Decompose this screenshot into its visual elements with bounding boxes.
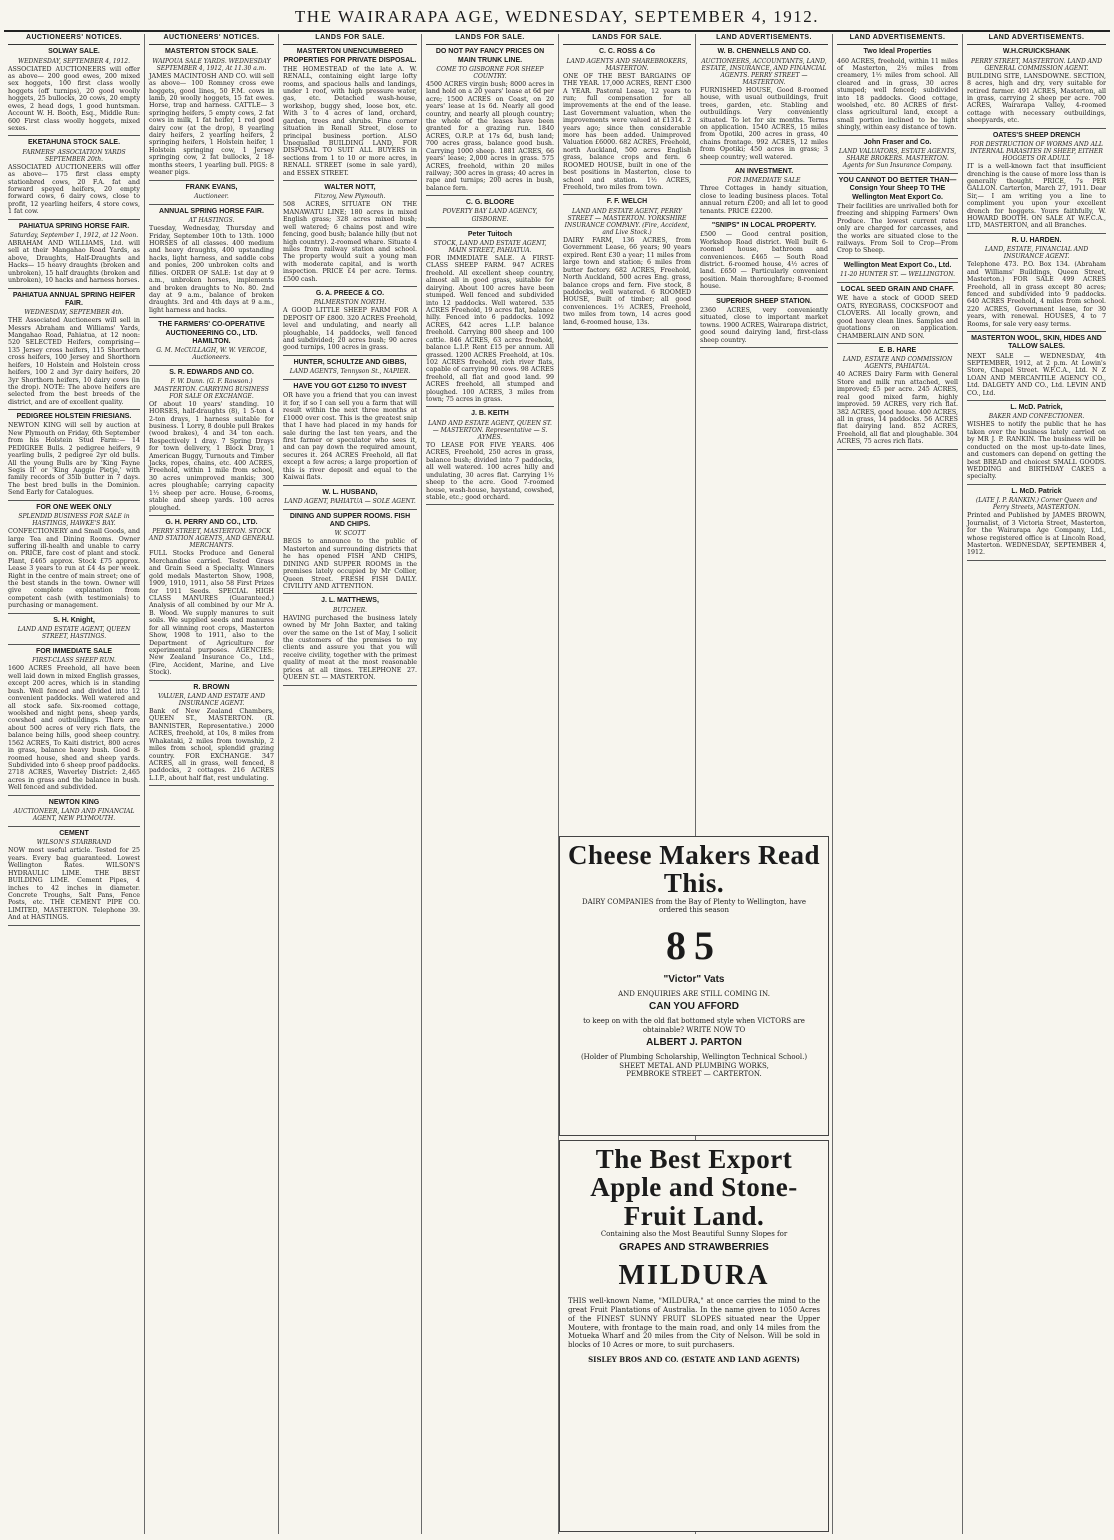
advertisement-subheading: AT HASTINGS. bbox=[188, 217, 235, 225]
advertisement-heading: W. L. HUSBAND, bbox=[322, 488, 378, 496]
advertisement-heading: E. B. HARE bbox=[878, 347, 917, 355]
column-heading: LANDS FOR SALE. bbox=[283, 34, 417, 45]
masthead-rule bbox=[4, 30, 1110, 32]
cheese-ad-name: ALBERT J. PARTON bbox=[646, 1037, 742, 1049]
advertisement bbox=[283, 513, 417, 595]
advertisement-body: WE have a stock of GOOD SEED OATS, RYEGRASS, COCKSFOOT and CLOVERS. All locally grown, and good heavy clean lines. Samples and quotations on application. CHAMBERLAIN AND SON. bbox=[837, 295, 958, 340]
advertisement bbox=[426, 231, 554, 408]
advertisement-heading: MASTERTON WOOL, SKIN, HIDES AND TALLOW SALES. bbox=[971, 335, 1102, 351]
advertisement-heading: AN INVESTMENT. bbox=[734, 168, 794, 176]
cheese-ad-line1: DAIRY COMPANIES from the Bay of Plenty to Wellington, have ordered this season bbox=[581, 897, 807, 915]
advertisement-body: Bank of New Zealand Chambers, QUEEN ST., MASTERTON. (R. BANNISTER, Representative.) 2000 ACRES, freehold, at 10s, 8 miles from Whakataki, 2 miles from township, 2 miles from school, splendid grazing country. FOR EXCHANGE. 347 ACRES, all in grass, well fenced, 8 paddocks, 2 cottages. 216 ACRES L.I.P., about half flat, rest undulating. bbox=[149, 708, 274, 782]
advertisement-subheading: PALMERSTON NORTH. bbox=[313, 299, 387, 307]
advertisement-heading: L. McD. Patrick, bbox=[1010, 404, 1063, 412]
advertisement-subheading: LAND AND ESTATE AGENT, QUEEN ST. — MASTERTON. Representative — S. AYMES. bbox=[428, 419, 552, 441]
advertisement-body: THE HOMESTEAD of the late A. W. RENALL, containing eight large lofty rooms, and spacious halls and landings, under 1 roof, with high pressure water, gas, etc. Detached wash-house, workshop, buggy shed, loose box, etc. With 3 to 4 acres of land, orchard, garden, trees and shrubs. Fine corner situation in Renall Street, close to principal business portion. ALSO Unequalled BUILDING LAND, FOR DISPOSAL TO SUIT ALL BUYERS in sections from 1 to 10 or more acres, in RENALL STREET (some in sale yard), and ESSEX STREET. bbox=[283, 65, 417, 177]
cheese-ad-line4: CAN YOU AFFORD bbox=[649, 1001, 739, 1013]
advertisement-body: BUILDING SITE, LANSDOWNE. SECTION, 8 acres, high and dry, very suitable for retired farmer. 491 ACRES, Masterton, all in grass, carrying 2 sheep per acre. 700 ACRES, Wairarapa Valley, 4-roomed cottage with necessary outbuildings, sheepyards, etc. bbox=[967, 72, 1106, 125]
column-7 bbox=[833, 34, 963, 1534]
advertisement-subheading: COME TO GISBORNE FOR SHEEP COUNTRY. bbox=[436, 65, 544, 80]
advertisement-heading: FOR ONE WEEK ONLY bbox=[36, 503, 112, 511]
advertisement-heading: ANNUAL SPRING HORSE FAIR. bbox=[159, 207, 264, 215]
advertisement bbox=[563, 48, 691, 195]
advertisement-subheading: LAND AGENTS, Tennyson St., NAPIER. bbox=[289, 368, 411, 376]
advertisement bbox=[967, 335, 1106, 401]
advertisement-heading: MASTERTON STOCK SALE. bbox=[164, 48, 259, 56]
advertisement-subheading: FIRST-CLASS SHEEP RUN. bbox=[32, 657, 116, 665]
advertisement-subheading: Auctioneer. bbox=[194, 192, 229, 200]
advertisement-heading: CEMENT bbox=[59, 830, 89, 838]
advertisement-heading: EKETAHUNA STOCK SALE. bbox=[27, 139, 121, 147]
advertisement bbox=[283, 359, 417, 380]
advertisement-body: 40 ACRES Dairy Farm with General Store and milk run attached, well improved; £5 per acre. 245 ACRES, real good mixed farm, highly improved. 59 ACRES, very rich flat. 382 ACRES, good house. 400 ACRES, all in grass, 14 paddocks. 56 ACRES flat dairying land. 852 ACRES, Freehold, all flat and ploughable. 304 ACRES, 75 acres rich flats. bbox=[837, 371, 958, 446]
advertisement-body: OR have you a friend that you can invest it for, if so I can sell you a farm that will result within the next three months at £1000 over cost. This is the greatest snip that I have had placed in my hands for sale during the last ten years, and the first farmer or speculator who sees it, and can pay down the required amount, secures it. 264 ACRES Freehold, all flat except a few acres; a large proportion of this is river deposit and equal to the Kaiwai flats. bbox=[283, 392, 417, 482]
masthead-title: THE WAIRARAPA AGE, WEDNESDAY, SEPTEMBER 4, 1912. bbox=[294, 7, 820, 26]
advertisement bbox=[967, 48, 1106, 128]
cheese-ad-line7: SHEET METAL AND PLUMBING WORKS, bbox=[619, 1061, 769, 1070]
advertisement-body: Printed and Published by JAMES BROWN, Journalist, of 3 Victoria Street, Masterton, for the Wairarapa Age Company, Ltd., whose registered office is at Lincoln Road, Masterton. WEDNESDAY, SEPTEMBER 4, 1912. bbox=[967, 512, 1106, 557]
advertisement-body: ASSOCIATED AUCTIONEERS will offer as above— 200 good ewes, 200 mixed sex hoggets, 100 first class woolly hoggets (off turnips), 20 good woolly hoggets, 25 bullocks, 20 cows, 20 empty ewes, 2 head dogs, 1 good huntsman. Account W. H. Booth, Esq., Middle Run: 600 First class woolly hoggets, mixed sexes. bbox=[8, 65, 140, 132]
advertisement-body: 1600 ACRES Freehold, all have been well laid down in mixed English grasses, except 200 acres, which is in standing bush. Well fenced and divided into 12 convenient paddocks. Well watered and all stock safe. Six-roomed cottage, woolshed and night pens, sheep yards, cowshed and outbuildings. There are about 500 acres of very rich flats, the balance being hills, good sheep country. 1562 ACRES, To Kaiti district, 800 acres in grass, balance heavy bush. Good 8-roomed house, shed and sheep yards. Subdivided into 6 sheep proof paddocks. 2718 ACRES, Waverley District: 2,465 acres in grass and the balance in bush. Well fenced and subdivided. bbox=[8, 665, 140, 792]
cheese-ad-line5: to keep on with the old flat bottomed style when VICTORS are obtainable? WRITE NOW TO bbox=[583, 1016, 805, 1034]
advertisement bbox=[8, 223, 140, 289]
column-4 bbox=[422, 34, 559, 1534]
advertisement-heading: Two Ideal Properties bbox=[863, 48, 932, 56]
advertisement-body: NEWTON KING will sell by auction at New Plymouth on Friday, 6th September from his Holstein Stud Farm:— 14 PEDIGREE Bulls. 2 pedigree heifers, 9 yearling bulls, 2 pedigree 2yr old bulls. All the young Bulls are by 'King Fayne Segis II' or 'King Aaggie Pietje,' with family records of 35lb butter in 7 days. The best bred bulls in the Dominion. Send Early for Catalogues. bbox=[8, 422, 140, 497]
advertisement bbox=[149, 48, 274, 180]
advertisement-heading: PAHIATUA SPRING HORSE FAIR. bbox=[18, 222, 130, 230]
advertisement-heading: WALTER NOTT, bbox=[324, 184, 376, 192]
advertisement bbox=[837, 286, 958, 344]
column-2 bbox=[145, 34, 279, 1534]
advertisement-body: ONE OF THE BEST BARGAINS OF THE YEAR. 17,000 ACRES, RENT £300 A YEAR. Pastoral Lease, 12 years to run; full compensation for all improvements at the end of the lease. Last Government valuation, when the improvements were valued at £1314. 2 years ago; since then considerable more has been added. Unimproved Valuation £6000. 682 ACRES, Freehold, north Auckland, 500 acres English grass, balance crops and fern. 6 ROOMED HOUSE, built in one of the best positions in Masterton, close to school and station. 1½ ACRES, Freehold, two miles from town. bbox=[563, 72, 691, 191]
advertisement bbox=[967, 404, 1106, 485]
advertisement bbox=[967, 237, 1106, 332]
advertisement bbox=[283, 489, 417, 510]
advertisement bbox=[837, 48, 958, 135]
advertisement-body: 4500 ACRES virgin bush; 8000 acres in land hold on a 20 years' lease at 6d per acre; 1500 ACRES on Coast, on 20 years' lease at 1s 6d. Nearly all good country, and nearly all plough country; the whole of the leases have been granted for a grazing run. 1840 ACRES, O.R.P. at 17s 6d, bush land; 700 acres grass, balance good bush. Carrying 1000 sheep. 1881 ACRES, 66 years' lease; 2,000 acres in grass. 575 ACRES, freehold, within 20 miles railway; 300 acres in grass; 40 acres in rape and turnips; 200 acres in bush, balance fern. bbox=[426, 80, 554, 192]
advertisement bbox=[149, 208, 274, 318]
advertisement bbox=[700, 168, 828, 219]
advertisement-subheading: WAIPOUA SALE YARDS. WEDNESDAY SEPTEMBER 4, 1912, At 11.30 a.m. bbox=[152, 57, 271, 72]
advertisement bbox=[283, 184, 417, 287]
advertisement-heading: HAVE YOU GOT £1250 TO INVEST bbox=[293, 383, 407, 391]
advertisement-heading: F. F. WELCH bbox=[606, 198, 648, 206]
column-heading: LANDS FOR SALE. bbox=[563, 34, 691, 45]
advertisement bbox=[8, 413, 140, 500]
column-3 bbox=[279, 34, 422, 1534]
cheese-ad-line2: "Victor" Vats bbox=[663, 974, 725, 986]
advertisement-body: Telephone 473. P.O. Box 134. (Abraham and Williams' Buildings, Queen Street, Masterton.) FOR SALE 499 ACRES Freehold, all in grass except 80 acres; fenced and subdivided into 9 paddocks. 640 ACRES Freehold, 4 miles from school. 220 ACRES, Government lease, for 30 years, with renewal. HOUSES, 4 to 7 Rooms, for sale very easy terms. bbox=[967, 261, 1106, 328]
cheese-ad-number: 85 bbox=[666, 923, 722, 969]
advertisement-body: 2360 ACRES, very conveniently situated, close to important market towns. 1900 ACRES, Wairarapa district, good sound dairying land, first-class sheep country. bbox=[700, 306, 828, 344]
advertisement-subheading: WEDNESDAY, SEPTEMBER 4, 1912. bbox=[17, 57, 131, 65]
advertisement-subheading: LAND, ESTATE AND COMMISSION AGENTS, PAHIATUA. bbox=[842, 356, 953, 371]
advertisement-heading: THE FARMERS' CO-OPERATIVE AUCTIONEERING CO., LTD. HAMILTON. bbox=[158, 321, 265, 345]
advertisement-subheading: LAND AGENT, PAHIATUA — SOLE AGENT. bbox=[284, 497, 416, 505]
advertisement bbox=[8, 48, 140, 136]
advertisement-subheading: LAND AGENTS AND SHAREBROKERS, MASTERTON. bbox=[566, 57, 688, 72]
advertisement-heading: PAHIATUA ANNUAL SPRING HEIFER FAIR. bbox=[12, 291, 136, 307]
apple-ad-title: The Best Export Apple and Stone-Fruit Land. bbox=[590, 1144, 798, 1231]
column-heading: LAND ADVERTISEMENTS. bbox=[700, 34, 828, 45]
advertisement bbox=[837, 347, 958, 450]
advertisement bbox=[8, 799, 140, 827]
advertisement bbox=[700, 48, 828, 165]
advertisement-subheading: LAND, ESTATE, FINANCIAL AND INSURANCE AGENT. bbox=[984, 246, 1089, 261]
advertisement bbox=[149, 184, 274, 205]
advertisement-subheading: G. M. McCULLAGH, W. W. VERCOE, Auctioneers. bbox=[156, 347, 267, 362]
advertisement-heading: LOCAL SEED GRAIN AND CHAFF. bbox=[840, 286, 955, 294]
advertisement-heading: C. C. ROSS & Co bbox=[598, 48, 655, 56]
advertisement-body: DAIRY FARM, 136 ACRES, from Government Lease, 66 years; 90 years expired. Rent £30 a year; 11 miles from large town and station; 6 miles from butter factory. 682 ACRES, Freehold, North Auckland, 500 acres Eng. grass, balance crops and fern. Five stock, 8 paddocks, well watered. 6 ROOMED HOUSE, Built of timber; all good conveniences. 1½ ACRES, Freehold, two miles from town, 14 acres good land, 6-roomed house, 13s. bbox=[563, 236, 691, 326]
advertisement bbox=[8, 139, 140, 219]
advertisement-body: ASSOCIATED AUCTIONEERS will offer as above— 175 first class empty stationbred cows, 20 F.A. fat and forward speyed heifers, 20 empty forward cows, 6 dairy cows, close to profit, 12 yearling heifers, 4 store cows, 1 fat cow. bbox=[8, 163, 140, 216]
advertisement bbox=[149, 369, 274, 516]
advertisement-heading: NEWTON KING bbox=[48, 798, 100, 806]
column-heading: LAND ADVERTISEMENTS. bbox=[967, 34, 1106, 45]
advertisement-body: JAMES MACINTOSH AND CO. will sell as above— 100 Romney cross ewe hoggets, good lines, 50 F.M. cows in lamb, 20 woolly hoggets, 15 fat ewes. Horse, trap and harness. CATTLE— 3 springing heifers, 5 empty cows, 2 fat cows in milk, 1 fat heifer, 1 red good dairy cow (at the drop), 8 yearling dairy heifers, 2 yearling heifers, 2 springing heifers, 1 Holstein heifer, 1 Holstein springing cow, 1 Jersey springing cow, 2 fat bullocks, 2 18-months steers, 1 yearling bull. PIGS: 8 weaner pigs. bbox=[149, 72, 274, 177]
advertisement-heading: Wellington Meat Export Co., Ltd. bbox=[843, 261, 952, 269]
column-8 bbox=[963, 34, 1110, 1534]
advertisement bbox=[563, 198, 691, 330]
advertisement-heading: S. H. Knight, bbox=[53, 616, 95, 624]
advertisement bbox=[426, 199, 554, 227]
advertisement-subheading: (LATE J. P. RANKIN.) Corner Queen and Perry Streets, MASTERTON. bbox=[975, 497, 1098, 512]
cheese-ad-title: Cheese Makers Read This. bbox=[568, 840, 820, 899]
advertisement-body: TO LEASE FOR FIVE YEARS. 406 ACRES, Freehold, 250 acres in grass, balance bush; divided into 7 paddocks, all well watered. 100 acres hilly and undulating, 30 acres flat. Carrying 1½ sheep to the acre. Good 7-roomed house, wash-house, haystand, cowshed, stable, etc.; good orchard. bbox=[426, 441, 554, 501]
advertisement-heading: SUPERIOR SHEEP STATION. bbox=[716, 297, 812, 305]
advertisement bbox=[967, 488, 1106, 561]
column-heading: AUCTIONEERS' NOTICES. bbox=[8, 34, 140, 45]
advertisement-subheading: FARMERS' ASSOCIATION YARDS SEPTEMBER 20th. bbox=[22, 148, 126, 163]
advertisement-body: Tuesday, Wednesday, Thursday and Friday, September 10th to 13th. 1000 HORSES of all classes. 400 medium and heavy draughts, 400 upstanding hacks, light harness, and saddle cobs and ponies, 200 unbroken colts and fillies. ORDER OF SALE: 1st day at 9 a.m., unbroken horses, implements and broken draughts to No. 80. 2nd day at 9 a.m., balance of broken draughts. 3rd and 4th days at 9 a.m., light harness and hacks. bbox=[149, 225, 274, 314]
advertisement-subheading: AUCTIONEER, LAND AND FINANCIAL AGENT, NEW PLYMOUTH. bbox=[13, 807, 135, 822]
advertisement bbox=[283, 290, 417, 356]
apple-ad-footer: SISLEY BROS AND CO. (ESTATE AND LAND AGENTS) bbox=[588, 1354, 800, 1364]
advertisement bbox=[426, 410, 554, 505]
advertisement-body: IT is a well-known fact that insufficient drenching is the cause of more loss than is generally thought. PRICE, 7s PER GALLON. Carterton, March 27, 1911. Dear Sir,— I am writing you a line to compliment you upon your excellent drench for hoggets. Yours faithfully, W. HOWARD BOOTH. ON SALE AT W.F.C.A., LTD, MASTERTON, and all Branches. bbox=[967, 163, 1106, 230]
advertisement-subheading: VALUER, LAND AND ESTATE AND INSURANCE AGENT. bbox=[157, 692, 266, 707]
advertisement bbox=[837, 177, 958, 259]
advertisement bbox=[700, 222, 828, 295]
advertisement bbox=[8, 292, 140, 411]
advertisement-subheading: LAND AND ESTATE AGENT, PERRY STREET — MASTERTON. YORKSHIRE INSURANCE COMPANY. (Fire, Accident, and Live Stock.) bbox=[564, 207, 690, 236]
advertisement bbox=[283, 597, 417, 685]
advertisement-heading: MASTERTON UNENCUMBERED PROPERTIES FOR PRIVATE DISPOSAL. bbox=[283, 48, 417, 64]
advertisement-heading: W. B. CHENNELLS AND CO. bbox=[717, 48, 811, 56]
advertisement-body: FULL Stocks Produce and General Merchandise carried. Tested Grass and Grain Seed a Specialty. Winners gold medals Masterton Show, 1908, 1909, 1910, 1911, also 58 First Prizes for 1911 Seeds. SPECIAL HIGH CLASS MANURES (Guaranteed.) Analysis of all combined by our Mr A. B. Wood. We supply manures to suit soils. We supplied seeds and manures for all winning root crops, Masterton Show, 1908 to 1911, also to the Department of Agriculture for experimental purposes. AGENCIES: New Zealand Insurance Co., Ltd., (Fire, Accident, Marine, and Live Stock). bbox=[149, 550, 274, 677]
advertisement-subheading: BAKER AND CONFECTIONER. bbox=[988, 413, 1085, 421]
advertisement-subheading: LAND AND ESTATE AGENT, QUEEN STREET, HASTINGS. bbox=[17, 626, 131, 641]
advertisement-heading: John Fraser and Co. bbox=[863, 138, 932, 146]
advertisement bbox=[700, 298, 828, 348]
advertisement-subheading: 11-20 HUNTER ST. — WELLINGTON. bbox=[839, 271, 956, 279]
advertisement-body: HAVING purchased the business lately owned by Mr John Baxter, and taking over the same on the 1st of May, I solicit the customers of the premises to my clients and assure you that you will receive civility, together with the primest quality of meat at the most reasonable prices at all times. TELEPHONE 27. QUEEN ST. — MASTERTON. bbox=[283, 614, 417, 682]
advertisement-heading: FOR IMMEDIATE SALE bbox=[35, 648, 113, 656]
advertisement-heading: R. U. HARDEN. bbox=[1011, 236, 1062, 244]
advertisement-body: WISHES to notify the public that he has taken over the business lately carried on by MR J. P. RANKIN. The business will be conducted on the most up-to-date lines, and customers can depend on getting the best BREAD and choicest SMALL GOODS. WEDDING and BIRTHDAY CAKES a specialty. bbox=[967, 421, 1106, 481]
advertisement-subheading: WILSON'S STARBRAND bbox=[36, 839, 112, 847]
advertisement bbox=[283, 48, 417, 181]
advertisement-body: ABRAHAM AND WILLIAMS, Ltd. will sell at their Mangahao Road Yards, as above, Draughts, Half-Draughts and Hacks— 15 heavy draughts (broken and unbroken), 15 half draughts (broken and unbroken), 10 hacks and harness horses. bbox=[8, 240, 140, 285]
advertisement-subheading: SPLENDID BUSINESS FOR SALE in HASTINGS, HAWKE'S BAY. bbox=[18, 512, 130, 528]
advertisement-subheading: WEDNESDAY, SEPTEMBER 4th. bbox=[24, 309, 124, 317]
advertisement-heading: PEDIGREE HOLSTEIN FRIESIANS. bbox=[16, 413, 132, 421]
advertisement bbox=[967, 132, 1106, 234]
advertisement bbox=[8, 830, 140, 926]
advertisement-body: FOR IMMEDIATE SALE. A FIRST-CLASS SHEEP FARM. 947 ACRES freehold. All excellent sheep country, almost all in good grass, suitable for dairying. About 100 acres have been stumped. Well fenced and subdivided into 12 paddocks. Well watered. 535 ACRES Freehold, 19 acres flat, balance hilly. Fenced into 6 paddocks. 1092 ACRES, 642 acres L.I.P. balance freehold. Carrying 800 sheep and 100 cattle. 846 ACRES, 63 acres freehold, balance L.I.P. Rent £15 per annum. All grassed. 1200 ACRES Freehold, at 10s. 102 ACRES freehold, rich river flats, capable of carrying 90 cows. 98 ACRES freehold, all flat and good land. 99 ACRES freehold, all stumped and ploughed. 100 ACRES, 3 miles from town; 75 acres in grass. bbox=[426, 255, 554, 404]
apple-ad-name: MILDURA bbox=[618, 1260, 770, 1292]
advertisement-subheading: AUCTIONEERS, ACCOUNTANTS, LAND, ESTATE, INSURANCE, AND FINANCIAL AGENTS. PERRY STREET — MASTERTON. bbox=[701, 57, 827, 86]
advertisement-subheading: PERRY STREET, MASTERTON. LAND AND GENERAL COMMISSION AGENT. bbox=[970, 57, 1103, 72]
column-heading: LAND ADVERTISEMENTS. bbox=[837, 34, 958, 45]
advertisement-body: FURNISHED HOUSE, Good 8-roomed house, with usual outbuildings, fruit trees, garden, etc. Stabling and outbuildings. Very conveniently situated. To let for six months. Terms on application. 1540 ACRES, 15 miles from Opotiki, 200 acres in grass, 40 chains frontage. 992 ACRES, 12 miles from Opotiki; 450 acres in grass; 3 sheep country; well watered. bbox=[700, 86, 828, 161]
advertisement bbox=[8, 648, 140, 796]
advertisement-heading: S. R. EDWARDS AND CO. bbox=[169, 369, 254, 377]
cheese-makers-advertisement bbox=[559, 836, 829, 1136]
advertisement bbox=[8, 504, 140, 614]
advertisement bbox=[426, 48, 554, 196]
advertisement-subheading: PERRY STREET, MASTERTON. STOCK AND STATION AGENTS, AND GENERAL MERCHANTS. bbox=[149, 528, 274, 550]
advertisement bbox=[8, 617, 140, 645]
cheese-ad-line6: (Holder of Plumbing Scholarship, Wellington Technical School.) bbox=[580, 1052, 808, 1061]
advertisement-subheading: LAND VALUATORS, ESTATE AGENTS, SHARE BROKERS. MASTERTON. Agents for Sun Insurance Company. bbox=[838, 147, 957, 170]
advertisement bbox=[149, 684, 274, 787]
masthead bbox=[0, 0, 1114, 30]
advertisement-heading: OATES'S SHEEP DRENCH bbox=[992, 131, 1081, 139]
advertisement-heading: DINING AND SUPPER ROOMS. FISH AND CHIPS. bbox=[289, 512, 411, 529]
advertisement-body: Of about 10 years' standing. 10 HORSES, half-draughts (8), 1 5-ton 4 2-ton drays, 1 harness suitable for business. 1 Lorry, 8 double pull Brakes (wood brakes), 4 and 34 ton each. Respectively 1 dray. 7 Spring Drays for town delivery, 1 Block Dray, 1 American Buggy, Turnouts and Timber Jacks, ropes, chains, etc. 400 ACRES, Freehold, within 1 mile from school, 30 acres unimproved mankis; 300 acres ploughable; carrying capacity 1½ sheep per acre. House, 6-rooms, stable and sheep yards. 100 acres ploughed. bbox=[149, 400, 274, 512]
advertisement-body: Three Cottages in handy situation, close to leading business places. Total annual return £200; and all let to good tenants. PRICE £2200. bbox=[700, 185, 828, 215]
advertisement bbox=[283, 383, 417, 485]
advertisement-heading: HUNTER, SCHULTZE AND GIBBS, bbox=[293, 358, 407, 366]
cheese-ad-line3: AND ENQUIRIES ARE STILL COMING IN. bbox=[618, 989, 770, 998]
advertisement-subheading: W. SCOTT bbox=[334, 530, 366, 538]
advertisement-heading: "SNIPS" IN LOCAL PROPERTY. bbox=[711, 222, 817, 230]
apple-ad-line1: Containing also the Most Beautiful Sunny Slopes for bbox=[600, 1230, 788, 1239]
column-heading: AUCTIONEERS' NOTICES. bbox=[149, 34, 274, 45]
advertisement-body: BEGS to announce to the public of Masterton and surrounding districts that he has opened FISH AND CHIPS, DINING AND SUPPER ROOMS in the premises lately occupied by Mr Collier, Queen Street. FRESH FISH DAILY. CIVILITY AND ATTENTION. bbox=[283, 538, 417, 590]
column-1 bbox=[4, 34, 145, 1534]
advertisement-heading: G. H. PERRY AND CO., LTD. bbox=[165, 519, 258, 526]
apple-ad-text: THIS well-known Name, "MILDURA," at once carries the mind to the great Fruit Plantations of Australia. In the name given to 1050 Acres of the FINEST SUNNY FRUIT SLOPES situated near the Upper Moutere, with frontage to the main road, and only 14 miles from the Motueka Wharf and 20 miles from the City of Nelson. Will be sold in blocks of 10 Acres or more, to suit purchasers. bbox=[568, 1297, 820, 1350]
column-heading: LANDS FOR SALE. bbox=[426, 34, 554, 45]
advertisement-subheading: Saturday, September 1, 1912, at 12 Noon. bbox=[9, 231, 139, 239]
advertisement-heading: Peter Tuitoch bbox=[467, 230, 513, 238]
newspaper-columns bbox=[4, 34, 1110, 1534]
advertisement bbox=[837, 262, 958, 283]
advertisement-body: CONFECTIONERY and Small Goods, and large Tea and Dining Rooms. Owner suffering ill-health and unable to carry on. PRICE, fare cost of plant and stock. Plant, £465 approx. Stock £75 approx. Lease 3 years to run at £4 4s per week. Right in the centre of main street; one of the best stands in the town. Owner will give complete explanation from competent cash (with testimonials) to purchasing or management. bbox=[8, 528, 140, 610]
advertisement-heading: G. A. PREECE & CO. bbox=[315, 290, 385, 298]
advertisement-heading: C. G. BLOORE bbox=[465, 199, 515, 207]
advertisement-heading: J. B. KEITH bbox=[471, 410, 509, 418]
cheese-ad-line8: PEMBROKE STREET — CARTERTON. bbox=[626, 1070, 762, 1079]
advertisement-body: NEXT SALE — WEDNESDAY, 4th SEPTEMBER, 1912, at 2 p.m. At Lowin's Store, Chapel Street. W.F.C.A., Ltd. N Z LOAN AND MERCANTILE AGENCY CO., Ltd. DALGETY AND CO., Ltd. LEVIN AND CO., Ltd. bbox=[967, 352, 1106, 397]
mildura-advertisement bbox=[559, 1140, 829, 1532]
advertisement-body: Their facilities are unrivalled both for freezing and shipping Farmers' Own Produce. The lowest current rates only are charged for carcasses, and the works are situated close to the railways. From Soil to Crop—From Crop to Sheep. bbox=[837, 202, 958, 255]
advertisement-heading: W.H.CRUICKSHANK bbox=[1002, 48, 1071, 56]
advertisement-subheading: FOR DESTRUCTION OF WORMS AND ALL INTERNAL PARASITES IN SHEEP, EITHER HOGGETS OR ADULT. bbox=[970, 140, 1103, 163]
advertisement-subheading: F. W. Dunn. (G. F. Rawson.) MASTERTON. CARRYING BUSINESS FOR SALE OR EXCHANGE. bbox=[154, 378, 269, 400]
advertisement bbox=[149, 519, 274, 681]
advertisement-heading: FRANK EVANS, bbox=[185, 183, 238, 191]
advertisement-body: THE Associated Auctioneers will sell in Messrs Abraham and Williams' Yards, Mangahao Road, Pahiatua, at 12 noon: 520 SELECTED Heifers, comprising— 135 Jersey cross heifers, 115 Shorthorn cross heifers, 100 Jersey and Shorthorn heifers, 10 Holstein and Holstein cross heifers, 100 2 and 3yr dairy heifers, 20 3yr Shorthorn heifers, 10 dairy cows (in the drop). NOTE: The above heifers are selected from the best breeds of the district, and are of excellent quality. bbox=[8, 317, 140, 406]
advertisement-subheading: FOR IMMEDIATE SALE bbox=[727, 177, 801, 185]
advertisement-subheading: Fitzroy, New Plymouth. bbox=[314, 193, 386, 201]
advertisement-subheading: BUTCHER. bbox=[332, 606, 368, 614]
advertisement-body: £500 — Good central position, Workshop Road district. Well built 6-roomed house, bathroom and conveniences. £465 — South Road district. 6-roomed house, 4½ acres of land. £650 — Particularly convenient position. Main thoroughfare; 8-roomed house. bbox=[700, 231, 828, 291]
advertisement bbox=[837, 139, 958, 174]
advertisement-body: 460 ACRES, freehold, within 11 miles of Masterton, 2½ miles from creamery, 1½ miles from school. All cleared and in grass, 30 acres stumped; well fenced; subdivided into 18 paddocks. Good cottage, woolshed, etc. 80 ACRES of first-class agricultural land, except a small portion inclined to be light shingly, within easy distance of town. bbox=[837, 57, 958, 132]
advertisement-heading: YOU CANNOT DO BETTER THAN— Consign Your Sheep TO THE Wellington Meat Export Co. bbox=[838, 177, 957, 201]
advertisement-subheading: POVERTY BAY LAND AGENCY, GISBORNE. bbox=[442, 208, 538, 223]
advertisement-body: 508 ACRES, SITUATE ON THE MANAWATU LINE; 180 acres in mixed English grass; 328 acres mixed bush; well watered; 6 chains post and wire fencing, good bush; balance hilly (but not high country). 2-roomed whare. Situate 4 miles from railway station and school. The property would suit a young man with moderate capital, and is worth inspection. PRICE £4 per acre. Terms. £500 cash. bbox=[283, 201, 417, 283]
advertisement-heading: R. BROWN bbox=[193, 683, 230, 691]
advertisement bbox=[149, 321, 274, 366]
advertisement-heading: DO NOT PAY FANCY PRICES ON MAIN TRUNK LINE. bbox=[435, 48, 545, 64]
apple-ad-line2: GRAPES AND STRAWBERRIES bbox=[619, 1241, 769, 1253]
advertisement-subheading: STOCK, LAND AND ESTATE AGENT, MAIN STREET, PAHIATUA. bbox=[433, 239, 547, 254]
advertisement-heading: SOLWAY SALE. bbox=[48, 48, 100, 56]
advertisement-body: A GOOD LITTLE SHEEP FARM FOR A DEPOSIT OF £800. 320 ACRES Freehold, level and undulating, and nearly all ploughable, 14 paddocks, well fenced and subdivided; 20 acres bush; 90 acres good turnips, 100 acres in grass. bbox=[283, 307, 417, 352]
advertisement-heading: J. L. MATTHEWS, bbox=[321, 597, 379, 605]
advertisement-body: NOW most useful article. Tested for 25 years. Every bag guaranteed. Lowest Wellington Rates. WILSON'S HYDRAULIC LIME. THE BEST BUILDING LIME. Cement Pipes, 4 inches to 42 inches in diameter. Concrete Troughs, Salt Pans, Fence Posts, etc. THE CEMENT PIPE CO. LIMITED, MASTERTON. Telephone 39. And at HASTINGS. bbox=[8, 847, 140, 922]
advertisement-heading: L. McD. Patrick bbox=[1011, 487, 1062, 495]
